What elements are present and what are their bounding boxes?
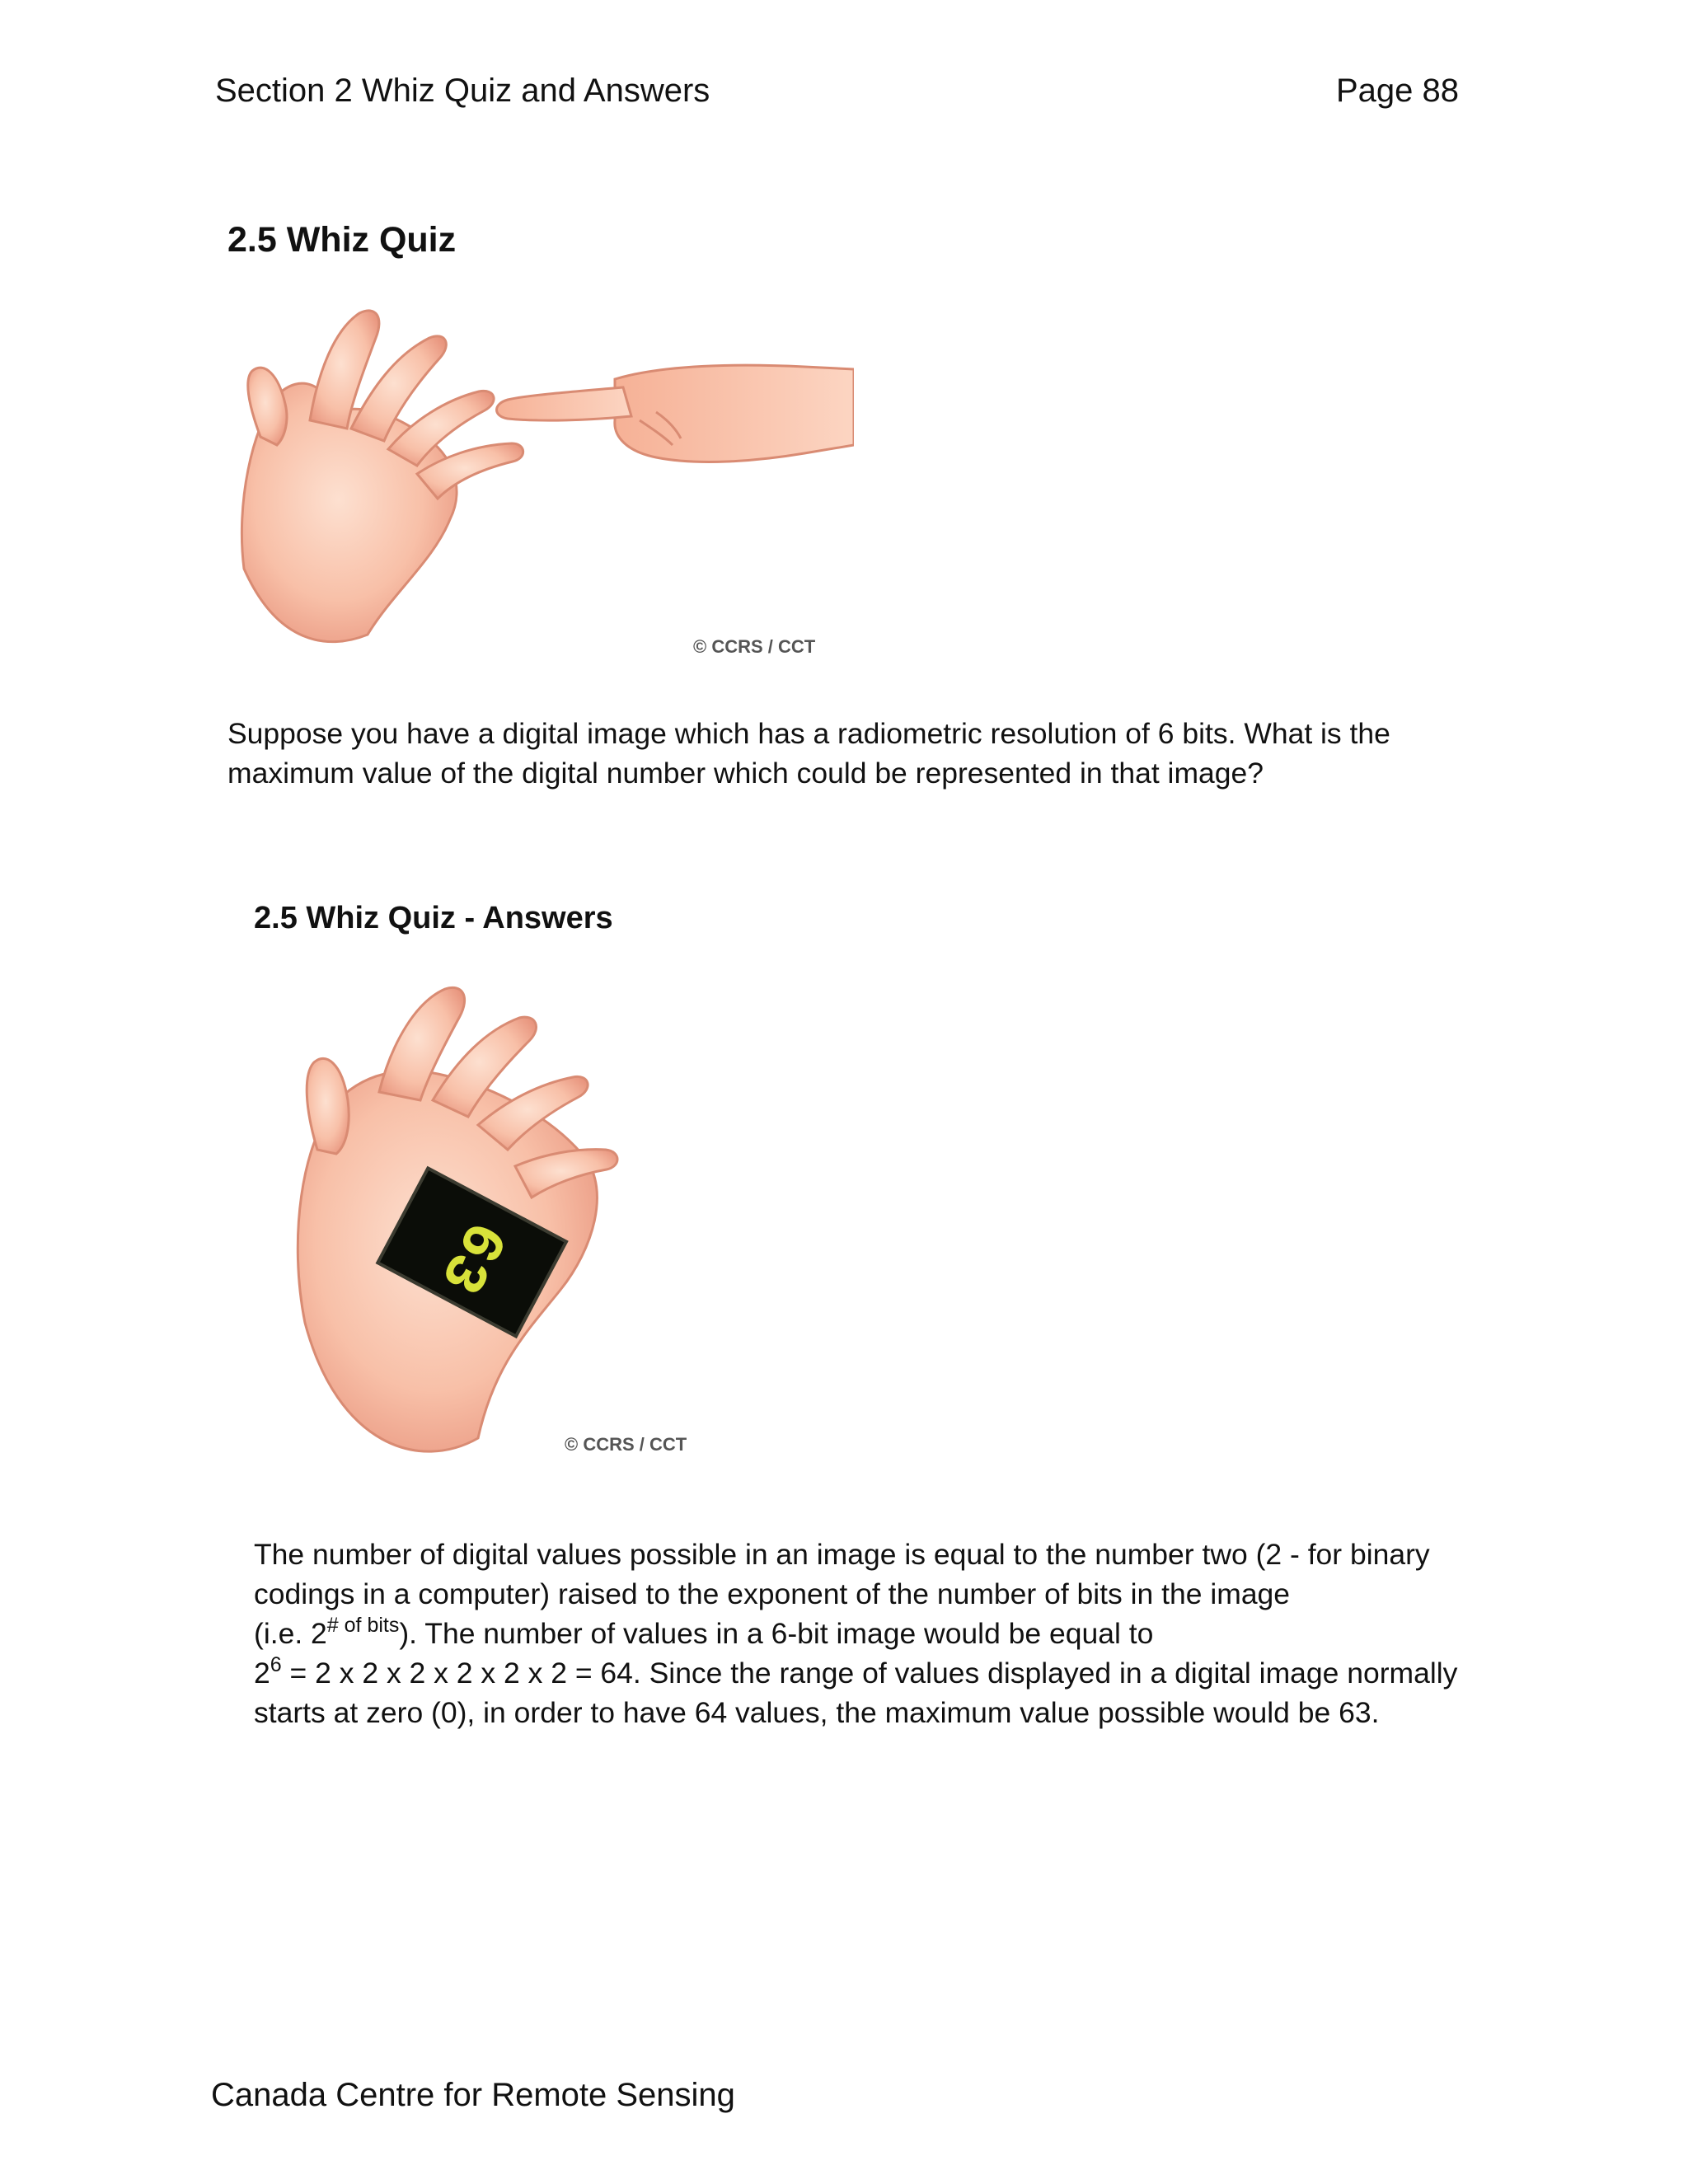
counting-hands-illustration xyxy=(227,297,854,659)
hand-with-display-illustration xyxy=(280,977,725,1471)
exponent-label: 6 xyxy=(270,1653,282,1676)
answer-text-fragment: ). The number of values in a 6-bit image would be equal to xyxy=(399,1617,1154,1650)
header-page-number: Page 88 xyxy=(1335,73,1459,109)
quiz-image-credit: © CCRS / CCT xyxy=(693,636,816,657)
answer-text-fragment: = 2 x 2 x 2 x 2 x 2 x 2 = 64. Since the range of values displayed in a digital image normally xyxy=(281,1657,1458,1690)
question-line: maximum value of the digital number which could be represented in that image? xyxy=(227,757,1264,790)
quiz-question xyxy=(227,714,1513,793)
exponent-label: # of bits xyxy=(326,1614,400,1637)
question-line: Suppose you have a digital image which has a radiometric resolution of 6 bits. What is the xyxy=(227,717,1390,750)
answer-line xyxy=(254,1614,1540,1653)
answers-title: 2.5 Whiz Quiz - Answers xyxy=(254,901,613,935)
answer-line: starts at zero (0), in order to have 64 values, the maximum value possible would be 63. xyxy=(254,1696,1380,1729)
answer-text-fragment: 2 xyxy=(254,1657,270,1690)
answer-image-credit: © CCRS / CCT xyxy=(565,1434,687,1455)
answer-line: codings in a computer) raised to the exponent of the number of bits in the image xyxy=(254,1577,1291,1610)
quiz-title: 2.5 Whiz Quiz xyxy=(227,220,457,260)
answer-line: The number of digital values possible in an image is equal to the number two (2 - for binary xyxy=(254,1538,1430,1571)
display-readout: 63 xyxy=(424,1209,518,1305)
answer-explanation xyxy=(254,1535,1540,1732)
answer-line xyxy=(254,1653,1540,1693)
pointing-hand-shape xyxy=(497,365,855,462)
open-hand-shape xyxy=(241,311,523,642)
answer-text-fragment: (i.e. 2 xyxy=(254,1617,327,1650)
footer-organization: Canada Centre for Remote Sensing xyxy=(211,2077,735,2113)
header-section-title: Section 2 Whiz Quiz and Answers xyxy=(215,73,710,109)
